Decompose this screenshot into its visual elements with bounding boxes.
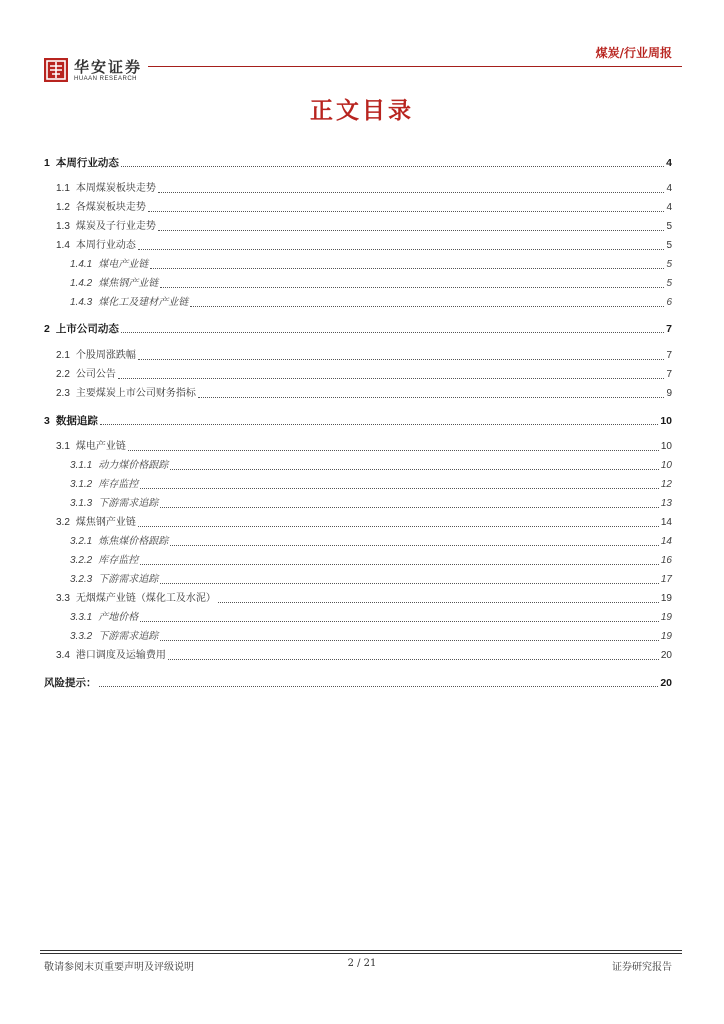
toc-entry[interactable] — [44, 512, 672, 530]
header-divider — [148, 66, 682, 67]
toc-entry-number: 2.1 — [56, 350, 70, 361]
toc-entry-label — [44, 414, 98, 428]
toc-entry[interactable] — [44, 588, 672, 606]
toc-entry[interactable] — [44, 645, 672, 663]
toc-entry-number: 1.4 — [56, 240, 70, 251]
toc-entry-label — [70, 459, 168, 473]
toc-entry-number: 1.3 — [56, 221, 70, 232]
report-type: 证券研究报告 — [612, 962, 672, 973]
toc-page-number: 19 — [660, 631, 672, 642]
toc-page-number: 20 — [660, 677, 672, 689]
toc-page-number: 20 — [660, 650, 672, 661]
toc-entry-label — [70, 277, 158, 291]
toc-entry-number: 2.2 — [56, 369, 70, 380]
toc-entry[interactable] — [44, 410, 672, 428]
toc-entry-number: 3.1.2 — [70, 479, 93, 490]
page-number: 2 / 21 — [347, 958, 377, 969]
toc-entry[interactable] — [44, 345, 672, 363]
toc-entry-text: 各煤炭板块走势 — [75, 202, 146, 213]
toc-entry[interactable] — [44, 455, 672, 473]
toc-entry-text: 煤焦钢产业链 — [98, 278, 159, 289]
toc-entry-label — [56, 440, 126, 454]
toc-entry-text: 本周煤炭板块走势 — [75, 183, 156, 194]
toc-entry-text: 公司公告 — [75, 369, 116, 380]
toc-page-number: 10 — [660, 460, 672, 471]
toc-entry-number: 3.3 — [56, 593, 70, 604]
footer-divider-thin — [40, 953, 682, 954]
toc-entry-text: 煤电产业链 — [75, 441, 126, 452]
toc-entry-label — [56, 182, 156, 196]
toc-dot-leader — [160, 582, 659, 584]
toc-entry[interactable] — [44, 493, 672, 511]
toc-entry-label — [70, 630, 158, 644]
toc-dot-leader — [148, 210, 665, 212]
toc-entry-label — [56, 387, 196, 401]
toc-page-number: 4 — [666, 183, 672, 194]
toc-entry-text: 库存监控 — [98, 555, 139, 566]
toc-entry-text: 下游需求追踪 — [98, 574, 159, 585]
toc-entry[interactable] — [44, 364, 672, 382]
toc-entry[interactable] — [44, 178, 672, 196]
toc-dot-leader — [170, 544, 659, 546]
toc-page-number: 5 — [666, 278, 672, 289]
toc-dot-leader — [160, 506, 659, 508]
toc-dot-leader — [138, 525, 659, 527]
toc-dot-leader — [160, 286, 664, 288]
toc-entry[interactable] — [44, 672, 672, 690]
toc-entry[interactable] — [44, 550, 672, 568]
toc-entry-text: 煤焦钢产业链 — [75, 517, 136, 528]
huaan-logo-icon — [44, 58, 68, 82]
toc-entry-text: 本周行业动态 — [55, 157, 119, 169]
toc-dot-leader — [128, 449, 659, 451]
toc-entry[interactable] — [44, 626, 672, 644]
toc-entry[interactable] — [44, 273, 672, 291]
toc-page-number: 10 — [660, 441, 672, 452]
toc-dot-leader — [158, 229, 665, 231]
toc-entry-number: 1 — [44, 157, 50, 169]
toc-entry-number: 3.2.1 — [70, 536, 93, 547]
toc-entry[interactable] — [44, 474, 672, 492]
toc-entry-text: 动力煤价格跟踪 — [98, 460, 169, 471]
footer-divider — [40, 950, 682, 951]
toc-dot-leader — [140, 620, 659, 622]
toc-page-number: 7 — [666, 323, 672, 335]
report-category: 煤炭/行业周报 — [595, 46, 672, 60]
toc-entry-number: 3.3.2 — [70, 631, 93, 642]
toc-dot-leader — [100, 423, 658, 425]
toc-entry[interactable] — [44, 235, 672, 253]
toc-page-number: 4 — [666, 202, 672, 213]
toc-entry-label — [70, 497, 158, 511]
toc-page-number: 16 — [660, 555, 672, 566]
toc-page-number: 14 — [660, 536, 672, 547]
toc-entry-text: 无烟煤产业链（煤化工及水泥） — [75, 593, 216, 604]
toc-entry-label — [44, 676, 97, 690]
toc-dot-leader — [158, 191, 665, 193]
toc-entry-label — [56, 201, 146, 215]
page-title: 正文目录 — [310, 97, 414, 124]
toc-entry-text: 下游需求追踪 — [98, 498, 159, 509]
toc-entry-text: 本周行业动态 — [75, 240, 136, 251]
toc-dot-leader — [218, 601, 659, 603]
toc-dot-leader — [150, 267, 664, 269]
toc-entry-number: 3.3.1 — [70, 612, 93, 623]
toc-entry[interactable] — [44, 607, 672, 625]
toc-entry-number: 3.2.2 — [70, 555, 93, 566]
toc-dot-leader — [160, 639, 659, 641]
toc-entry-label — [44, 156, 119, 170]
page-header — [0, 0, 724, 90]
toc-entry-number: 2 — [44, 323, 50, 335]
toc-page-number: 5 — [666, 240, 672, 251]
toc-entry[interactable] — [44, 152, 672, 170]
toc-dot-leader — [118, 377, 665, 379]
toc-entry[interactable] — [44, 292, 672, 310]
toc-page-number: 19 — [660, 612, 672, 623]
toc-entry-number: 2.3 — [56, 388, 70, 399]
toc-entry-label — [70, 554, 138, 568]
toc-entry-text: 港口调度及运输费用 — [75, 650, 166, 661]
toc-entry-number: 3.1 — [56, 441, 70, 452]
toc-page-number: 14 — [660, 517, 672, 528]
toc-entry-text: 数据追踪 — [55, 415, 98, 427]
toc-entry-number: 3.2.3 — [70, 574, 93, 585]
toc-entry[interactable] — [44, 197, 672, 215]
toc-entry-number: 1.2 — [56, 202, 70, 213]
toc-entry-text: 上市公司动态 — [55, 323, 119, 335]
footer-disclaimer: 敬请参阅末页重要声明及评级说明 — [44, 962, 194, 973]
toc-dot-leader — [140, 563, 659, 565]
toc-entry-number: 3.4 — [56, 650, 70, 661]
toc-entry-text: 煤炭及子行业走势 — [75, 221, 156, 232]
toc-dot-leader — [138, 248, 665, 250]
toc-entry-text: 产地价格 — [98, 612, 139, 623]
toc-page-number: 7 — [666, 369, 672, 380]
toc-entry-label — [56, 349, 136, 363]
toc-entry[interactable] — [44, 531, 672, 549]
toc-entry-label — [70, 611, 138, 625]
toc-dot-leader — [198, 396, 665, 398]
toc-entry-number: 1.4.1 — [70, 259, 93, 270]
toc-page-number: 5 — [666, 259, 672, 270]
toc-dot-leader — [170, 468, 659, 470]
toc-entry-label — [70, 573, 158, 587]
toc-entry-label — [56, 368, 116, 382]
toc-entry[interactable] — [44, 216, 672, 234]
toc-entry-text: 煤化工及建材产业链 — [98, 297, 189, 308]
brand-name: 华安证券 — [74, 58, 143, 76]
toc-entry-text: 煤电产业链 — [98, 259, 149, 270]
toc-entry[interactable] — [44, 383, 672, 401]
toc-entry-number: 3.1.1 — [70, 460, 93, 471]
toc-page-number: 5 — [666, 221, 672, 232]
toc-dot-leader — [140, 487, 659, 489]
toc-page-number: 17 — [660, 574, 672, 585]
toc-entry-label — [44, 322, 119, 336]
toc-entry-label — [70, 296, 188, 310]
toc-entry-text: 风险提示： — [44, 677, 97, 689]
toc-entry[interactable] — [44, 569, 672, 587]
toc-page-number: 9 — [666, 388, 672, 399]
toc-entry-label — [56, 239, 136, 253]
toc-page-number: 6 — [666, 297, 672, 308]
toc-entry-number: 1.1 — [56, 183, 70, 194]
toc-page-number: 12 — [660, 479, 672, 490]
toc-entry-number: 3.1.3 — [70, 498, 93, 509]
toc-entry-label — [70, 535, 168, 549]
toc-dot-leader — [99, 685, 659, 687]
toc-entry-label — [56, 592, 216, 606]
toc-entry-text: 个股周涨跌幅 — [75, 350, 136, 361]
toc-entry[interactable] — [44, 254, 672, 272]
toc-entry-label — [70, 258, 148, 272]
toc-dot-leader — [168, 658, 659, 660]
toc-entry-text: 主要煤炭上市公司财务指标 — [75, 388, 196, 399]
toc-dot-leader — [138, 358, 665, 360]
toc-entry[interactable] — [44, 318, 672, 336]
toc-entry-text: 库存监控 — [98, 479, 139, 490]
toc-entry-number: 1.4.2 — [70, 278, 93, 289]
brand-english-name: HUAAN RESEARCH — [74, 76, 138, 82]
toc-entry-label — [56, 516, 136, 530]
toc-page-number: 7 — [666, 350, 672, 361]
toc-entry-text: 炼焦煤价格跟踪 — [98, 536, 169, 547]
toc-entry-number: 1.4.3 — [70, 297, 93, 308]
toc-entry[interactable] — [44, 436, 672, 454]
toc-entry-number: 3 — [44, 415, 50, 427]
toc-entry-label — [56, 220, 156, 234]
toc-page-number: 4 — [666, 157, 672, 169]
toc-dot-leader — [121, 331, 664, 333]
toc-dot-leader — [190, 305, 664, 307]
toc-entry-label — [70, 478, 138, 492]
toc-page-number: 19 — [660, 593, 672, 604]
toc-dot-leader — [121, 165, 664, 167]
toc-entry-number: 3.2 — [56, 517, 70, 528]
toc-page-number: 13 — [660, 498, 672, 509]
toc-entry-text: 下游需求追踪 — [98, 631, 159, 642]
toc-entry-label — [56, 649, 166, 663]
toc-page-number: 10 — [660, 415, 672, 427]
